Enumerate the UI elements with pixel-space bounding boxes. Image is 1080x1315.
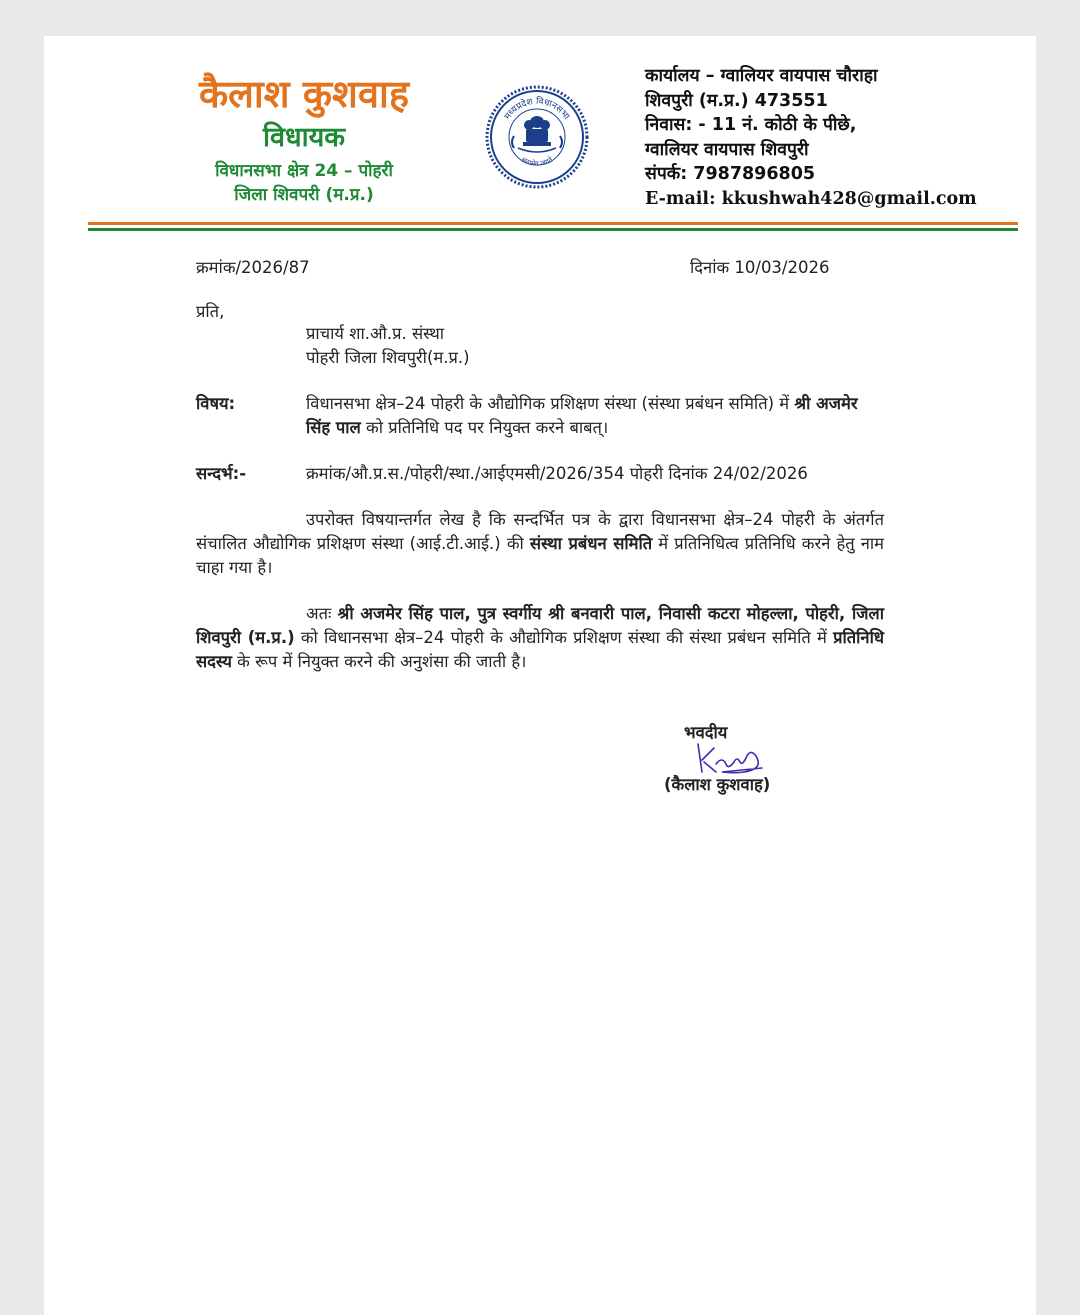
closing-salutation: भवदीय: [684, 723, 728, 742]
reference-number: क्रमांक/2026/87: [196, 258, 310, 277]
header-divider-green: [88, 228, 1018, 231]
constituency: विधानसभा क्षेत्र 24 – पोहरी: [215, 161, 393, 181]
recipient-line: पोहरी जिला शिवपुरी(म.प्र.): [306, 348, 470, 367]
district: जिला शिवपरी (म.प्र.): [234, 185, 374, 205]
subject-text: विधानसभा क्षेत्र–24 पोहरी के औद्योगिक प्रशिक्षण संस्था (संस्था प्रबंधन समिति) में श्री अजमेर सिंह पाल को प्रतिनिधि पद पर नियुक्त करने बाबत्।: [306, 394, 858, 437]
office-line: कार्यालय – ग्वालियर वायपास चौराहा: [645, 66, 878, 86]
subject-label: विषय:: [196, 394, 236, 413]
contact-email: E-mail: kkushwah428@gmail.com: [645, 188, 977, 209]
body-paragraph: उपरोक्त विषयान्तर्गत लेख है कि सन्दर्भित पत्र के द्वारा विधानसभा क्षेत्र–24 पोहरी के अंतर्गत संचालित औद्योगिक प्रशिक्षण संस्था (आई.टी.आई.) की संस्था प्रबंधन समिति में प्रतिनिधित्व प्रतिनिधि करने हेतु नाम चाहा गया है।: [196, 510, 884, 577]
letter-date: दिनांक 10/03/2026: [690, 258, 830, 277]
residence-line: ग्वालियर वायपास शिवपुरी: [645, 139, 809, 160]
reference-label: सन्दर्भ:-: [196, 464, 247, 483]
reference-text: क्रमांक/औ.प्र.स./पोहरी/स्था./आईएमसी/2026/354 पोहरी दिनांक 24/02/2026: [306, 464, 808, 483]
sender-designation: विधायक: [263, 122, 345, 153]
signatory-name: (कैलाश कुशवाह): [664, 775, 771, 794]
seal-text-bottom: सत्यमेव जयते: [519, 155, 555, 169]
sender-name: कैलाश कुशवाह: [198, 71, 410, 116]
office-address-block: [645, 64, 977, 211]
residence-line: निवास: - 11 नं. कोठी के पीछे,: [645, 115, 857, 135]
assembly-seal-emblem: [484, 84, 590, 190]
to-label: प्रति,: [196, 302, 225, 321]
recipient-line: प्राचार्य शा.औ.प्र. संस्था: [306, 324, 445, 343]
seal-text-top: मध्यप्रदेश विधानसभा: [502, 96, 572, 122]
body-paragraph: अतः श्री अजमेर सिंह पाल, पुत्र स्वर्गीय श्री बनवारी पाल, निवासी कटरा मोहल्ला, पोहरी, जिला शिवपुरी (म.प्र.) को विधानसभा क्षेत्र–24 पोहरी के औद्योगिक प्रशिक्षण संस्था की संस्था प्रबंधन समिति में प्रतिनिधि सदस्य के रूप में नियुक्त करने की अनुशंसा की जाती है।: [196, 604, 885, 671]
office-line: शिवपुरी (म.प्र.) 473551: [645, 90, 828, 111]
contact-phone: संपर्क: 7987896805: [645, 164, 816, 184]
letter-page: [44, 36, 1036, 1315]
